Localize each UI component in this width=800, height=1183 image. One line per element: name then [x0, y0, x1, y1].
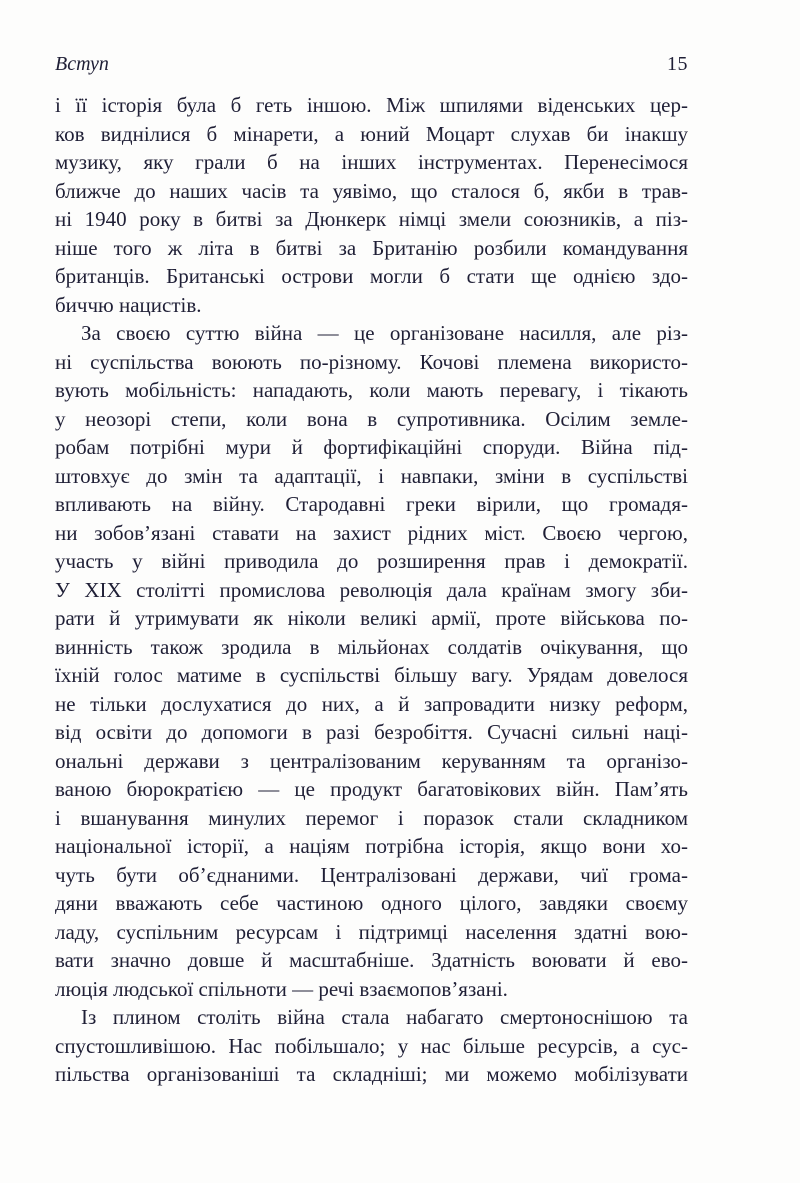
text-line: і вшанування минулих перемог і поразок стали складником [55, 805, 688, 830]
chapter-title: Вступ [55, 53, 109, 75]
text-line: і її історія була б геть іншою. Між шпилями віденських цер- [55, 93, 688, 117]
page-number: 15 [667, 53, 688, 75]
text-line: спустошливішою. Нас побільшало; у нас більше ресурсів, а сус- [55, 1033, 688, 1058]
text-line: биччю нацистів. [55, 292, 202, 317]
text-line: участь у війні приводила до розширення прав і демократії. [55, 549, 688, 573]
running-header [55, 52, 688, 76]
text-line: музику, яку грали б на інших інструментах. Перенесімося [55, 150, 688, 174]
text-line: дяни вважають себе частиною одного цілого, завдяки своєму [55, 891, 688, 915]
text-line: вують мобільність: нападають, коли мають перевагу, і тікають [55, 378, 688, 402]
text-line: ков виднілися б мінарети, а юний Моцарт слухав би інакшу [55, 121, 688, 146]
text-line: ваною бюрократією — це продукт багатовікових війн. Пам’ять [55, 777, 688, 801]
text-line: робам потрібні мури й фортифікаційні споруди. Війна під- [55, 435, 688, 459]
text-line: ни зобов’язані ставати на захист рідних міст. Своєю чергою, [55, 520, 688, 545]
text-line: Із плином століть війна стала набагато смертоноснішою та [81, 1005, 688, 1029]
paragraph [55, 319, 688, 1003]
text-line: ладу, суспільним ресурсам і підтримці населення здатні вою- [55, 919, 688, 944]
text-line: У XIX столітті промислова революція дала країнам змогу зби- [55, 577, 688, 602]
paragraph [55, 91, 688, 319]
text-line: винність також зродила в мільйонах солдатів очікування, що [55, 634, 688, 659]
text-line: люція людської спільноти — речі взаємопов’язані. [55, 976, 508, 1001]
text-line: британців. Британські острови могли б стати ще однією здо- [55, 264, 688, 288]
paragraph [55, 1003, 688, 1089]
text-line: За своєю суттю війна — це організоване насилля, але різ- [81, 321, 688, 345]
text-line: ні суспільства воюють по-різному. Кочові племена використо- [55, 349, 688, 374]
text-line: рати й утримувати як ніколи великі армії, проте військова по- [55, 606, 688, 630]
text-line: вати значно довше й масштабніше. Здатність воювати й ево- [55, 948, 688, 972]
page-body [55, 91, 688, 1089]
text-line: не тільки дослухатися до них, а й запровадити низку реформ, [55, 691, 688, 716]
text-line: національної історії, а націям потрібна історія, якщо вони хо- [55, 834, 688, 858]
text-line: у неозорі степи, коли вона в супротивника. Осілим земле- [55, 406, 688, 431]
text-line: впливають на війну. Стародавні греки вірили, що громадя- [55, 492, 688, 516]
text-line: ближче до наших часів та уявімо, що сталося б, якби в трав- [55, 178, 688, 203]
text-line: чуть бути об’єднаними. Централізовані держави, чиї грома- [55, 862, 688, 887]
text-line: штовхує до змін та адаптації, і навпаки, зміни в суспільстві [55, 463, 688, 488]
text-line: їхній голос матиме в суспільстві більшу вагу. Урядам довелося [55, 663, 688, 687]
text-line: пільства організованіші та складніші; ми можемо мобілізувати [55, 1062, 688, 1086]
text-line: ональні держави з централізованим керуванням та організо- [55, 748, 688, 773]
text-line: ні 1940 року в битві за Дюнкерк німці змели союзників, а піз- [55, 207, 688, 231]
text-line: від освіти до допомоги в разі безробіття. Сучасні сильні наці- [55, 720, 688, 744]
text-line: ніше того ж літа в битві за Британію розбили командування [55, 235, 688, 260]
